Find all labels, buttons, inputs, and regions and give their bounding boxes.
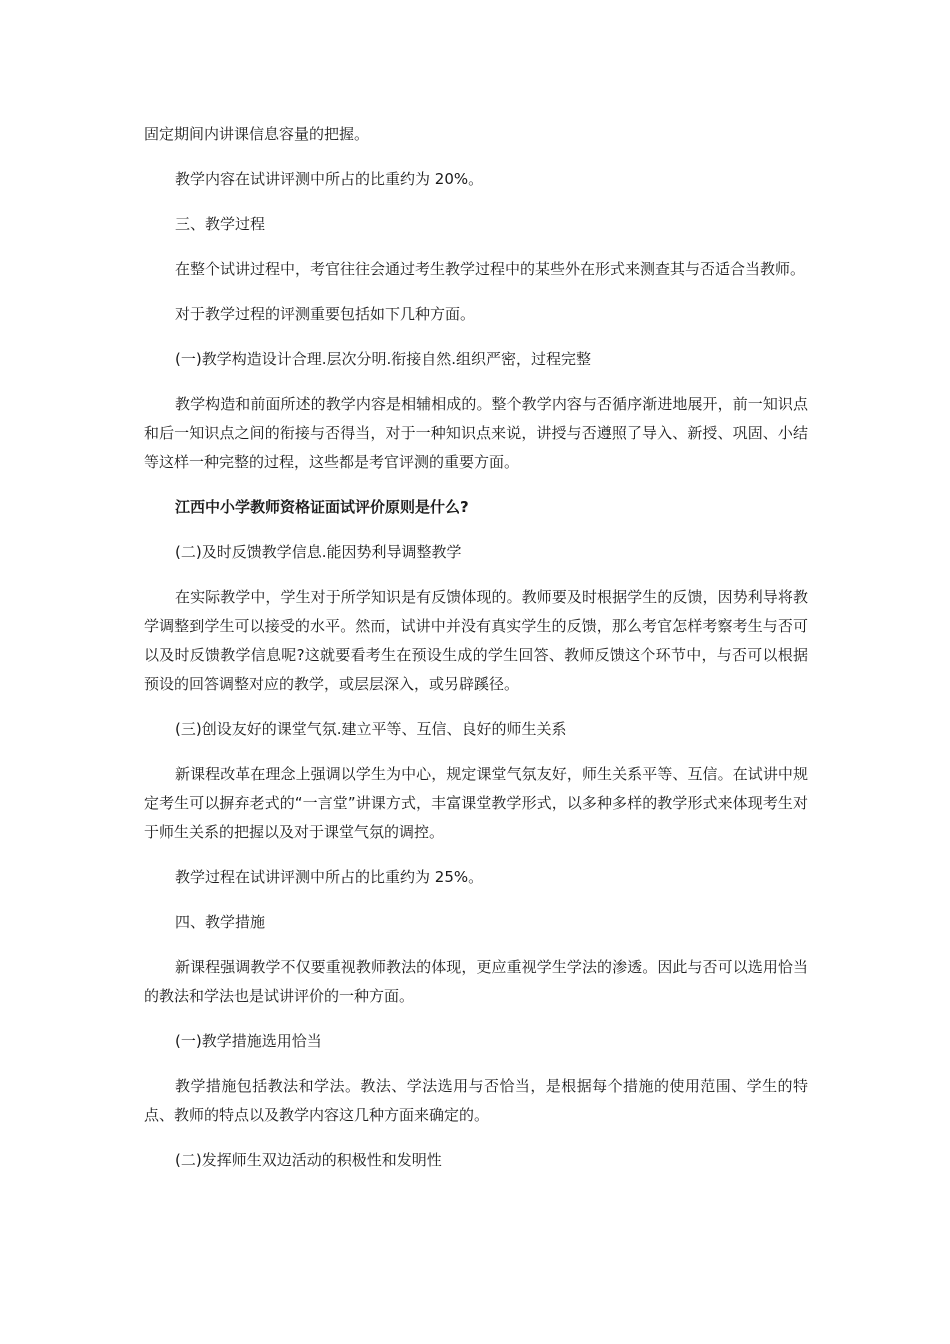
document-body xyxy=(144,120,808,1191)
paragraph: 对于教学过程的评测重要包括如下几种方面。 xyxy=(175,305,476,323)
paragraph: 教学措施包括教法和学法。教法、学法选用与否恰当，是根据每个措施的使用范围、学生的特点、教师的特点以及教学内容这几种方面来确定的。 xyxy=(144,1077,808,1124)
paragraph: 在实际教学中，学生对于所学知识是有反馈体现的。教师要及时根据学生的反馈，因势利导将教学调整到学生可以接受的水平。然而，试讲中并没有真实学生的反馈，那么考官怎样考察考生与否可以及时反馈教学信息呢?这就要看考生在预设生成的学生回答、教师反馈这个环节中，与否可以根据预设的回答调整对应的教学，或层层深入，或另辟蹊径。 xyxy=(144,588,808,693)
paragraph: 教学构造和前面所述的教学内容是相辅相成的。整个教学内容与否循序渐进地展开，前一知识点和后一知识点之间的衔接与否得当，对于一种知识点来说，讲授与否遵照了导入、新授、巩固、小结等这样一种完整的过程，这些都是考官评测的重要方面。 xyxy=(144,395,808,471)
paragraph: 固定期间内讲课信息容量的把握。 xyxy=(144,125,370,143)
paragraph: (三)创设友好的课堂气氛.建立平等、互信、良好的师生关系 xyxy=(175,720,567,738)
section-heading: 江西中小学教师资格证面试评价原则是什么? xyxy=(175,498,469,516)
paragraph: 新课程强调教学不仅要重视教师教法的体现，更应重视学生学法的渗透。因此与否可以选用恰当的教法和学法也是试讲评价的一种方面。 xyxy=(144,958,808,1005)
paragraph: (一)教学措施选用恰当 xyxy=(175,1032,322,1050)
paragraph: 新课程改革在理念上强调以学生为中心，规定课堂气氛友好，师生关系平等、互信。在试讲中规定考生可以摒弃老式的“一言堂”讲课方式，丰富课堂教学形式，以多种多样的教学形式来体现考生对于师生关系的把握以及对于课堂气氛的调控。 xyxy=(144,765,808,841)
paragraph: 教学过程在试讲评测中所占的比重约为 25%。 xyxy=(175,868,484,886)
paragraph: (二)发挥师生双边活动的积极性和发明性 xyxy=(175,1151,442,1169)
paragraph: 在整个试讲过程中，考官往往会通过考生教学过程中的某些外在形式来测查其与否适合当教师。 xyxy=(175,260,806,278)
paragraph: (二)及时反馈教学信息.能因势利导调整教学 xyxy=(175,543,462,561)
paragraph: 教学内容在试讲评测中所占的比重约为 20%。 xyxy=(175,170,484,188)
paragraph: 四、教学措施 xyxy=(175,913,266,931)
paragraph: (一)教学构造设计合理.层次分明.衔接自然.组织严密，过程完整 xyxy=(175,350,592,368)
paragraph: 三、教学过程 xyxy=(175,215,266,233)
